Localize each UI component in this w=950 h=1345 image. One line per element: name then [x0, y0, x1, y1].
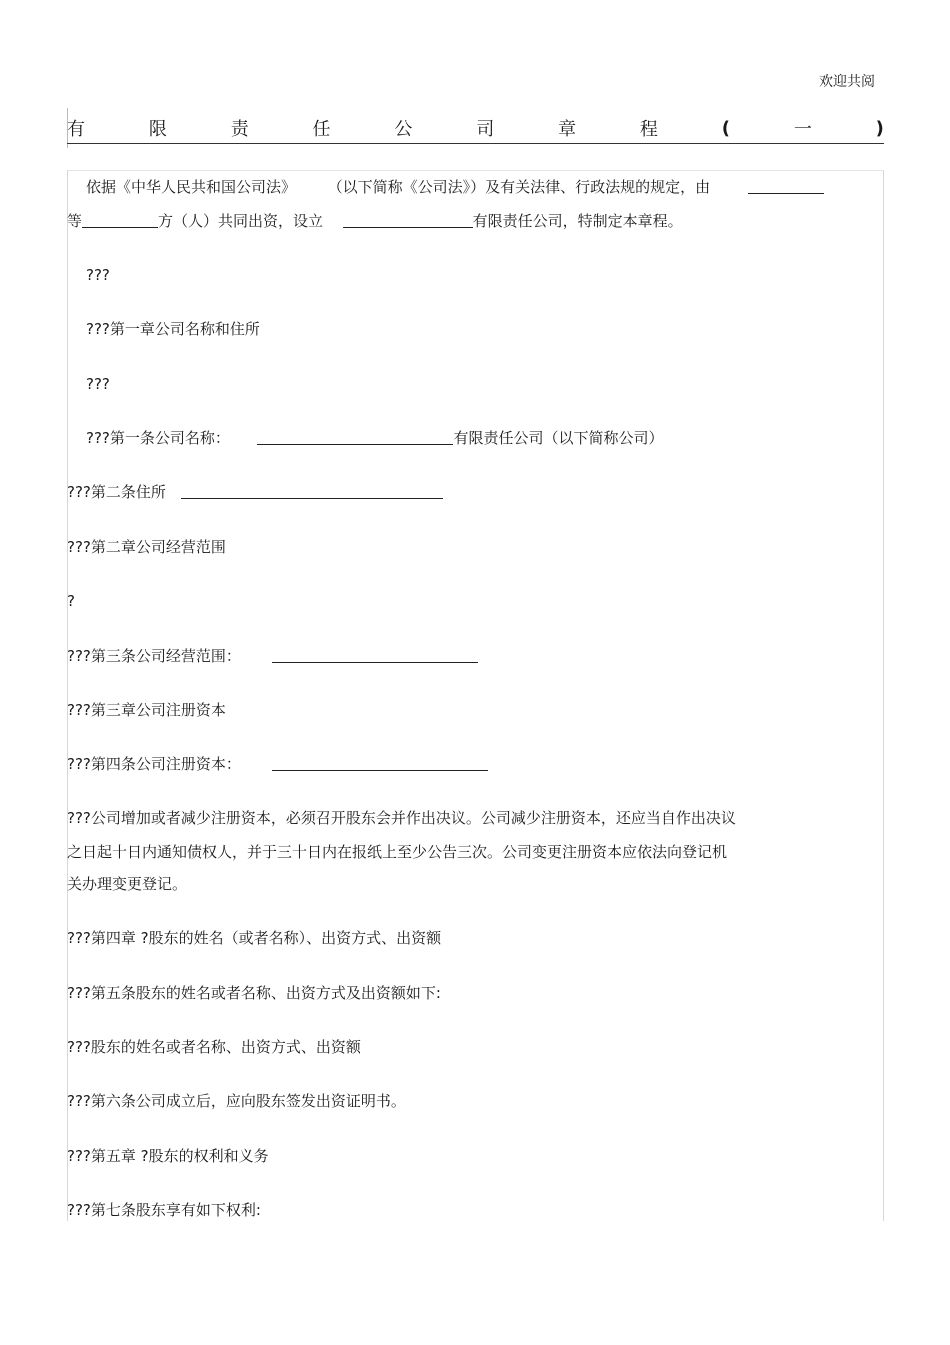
blank-field[interactable]: [181, 480, 443, 499]
shareholder-line: ???股东的姓名或者名称、出资方式、出资额: [67, 1038, 361, 1056]
line-q2: ???: [86, 375, 110, 393]
article-text: ???第一条公司名称：: [86, 429, 230, 447]
blank-field[interactable]: [272, 644, 478, 663]
intro-text: （以下简称《公司法》）及有关法律、行政法规的规定，由: [327, 178, 711, 196]
chapter-3-heading: ???第三章公司注册资本: [67, 701, 226, 719]
article-text: ???第三条公司经营范围：: [67, 647, 241, 665]
blank-field[interactable]: [343, 209, 473, 228]
article-5: ???第五条股东的姓名或者名称、出资方式及出资额如下:: [67, 984, 441, 1002]
intro-text: 依据《中华人民共和国公司法》: [86, 178, 297, 196]
paragraph-line: 关办理变更登记。: [67, 875, 188, 893]
article-6: ???第六条公司成立后，应向股东签发出资证明书。: [67, 1092, 406, 1110]
chapter-1-heading: ???第一章公司名称和住所: [86, 320, 260, 338]
title-char: ): [875, 117, 884, 139]
header-note: 欢迎共阅: [819, 74, 875, 90]
paragraph-line: ???公司增加或者减少注册资本，必须召开股东会并作出决议。公司减少注册资本，还应当自作出决议: [67, 809, 736, 827]
chapter-4-heading: ???第四章 ?股东的姓名（或者名称）、出资方式、出资额: [67, 929, 442, 947]
article-text: 有限责任公司（以下简称公司）: [453, 429, 664, 447]
title-char: 程: [639, 119, 658, 140]
blank-field[interactable]: [82, 209, 158, 228]
title-char: 司: [476, 119, 495, 140]
title-char: 章: [558, 119, 577, 140]
article-4: [67, 747, 488, 781]
blank-field[interactable]: [748, 175, 824, 194]
title-char: 一: [793, 119, 812, 140]
blank-field[interactable]: [257, 426, 453, 445]
article-7: ???第七条股东享有如下权利:: [67, 1201, 261, 1219]
title-char: 有: [67, 119, 85, 140]
article-text: ???第四条公司注册资本：: [67, 755, 241, 773]
article-1: [86, 421, 663, 455]
article-2: [67, 475, 443, 509]
title-char: 任: [312, 119, 331, 140]
intro-text: 有限责任公司，特制定本章程。: [472, 212, 683, 230]
intro-line-2: [67, 204, 683, 238]
title-char: (: [721, 117, 730, 139]
title-char: 公: [394, 119, 413, 140]
title-char: 限: [148, 119, 167, 140]
article-3: [67, 639, 478, 673]
blank-field[interactable]: [272, 752, 488, 771]
intro-text: 方（人）共同出资，设立: [158, 212, 324, 230]
article-text: ???第二条住所: [67, 483, 166, 501]
line-q3: ?: [67, 592, 75, 610]
intro-line-1: [86, 170, 824, 204]
chapter-2-heading: ???第二章公司经营范围: [67, 538, 226, 556]
document-title: [67, 113, 884, 144]
title-char: 责: [230, 119, 249, 140]
paragraph-line: 之日起十日内通知债权人，并于三十日内在报纸上至少公告三次。公司变更注册资本应依法向登记机: [67, 843, 728, 861]
chapter-5-heading: ???第五章 ?股东的权利和义务: [67, 1147, 269, 1165]
intro-text: 等: [67, 212, 83, 230]
line-q1: ???: [86, 266, 110, 284]
